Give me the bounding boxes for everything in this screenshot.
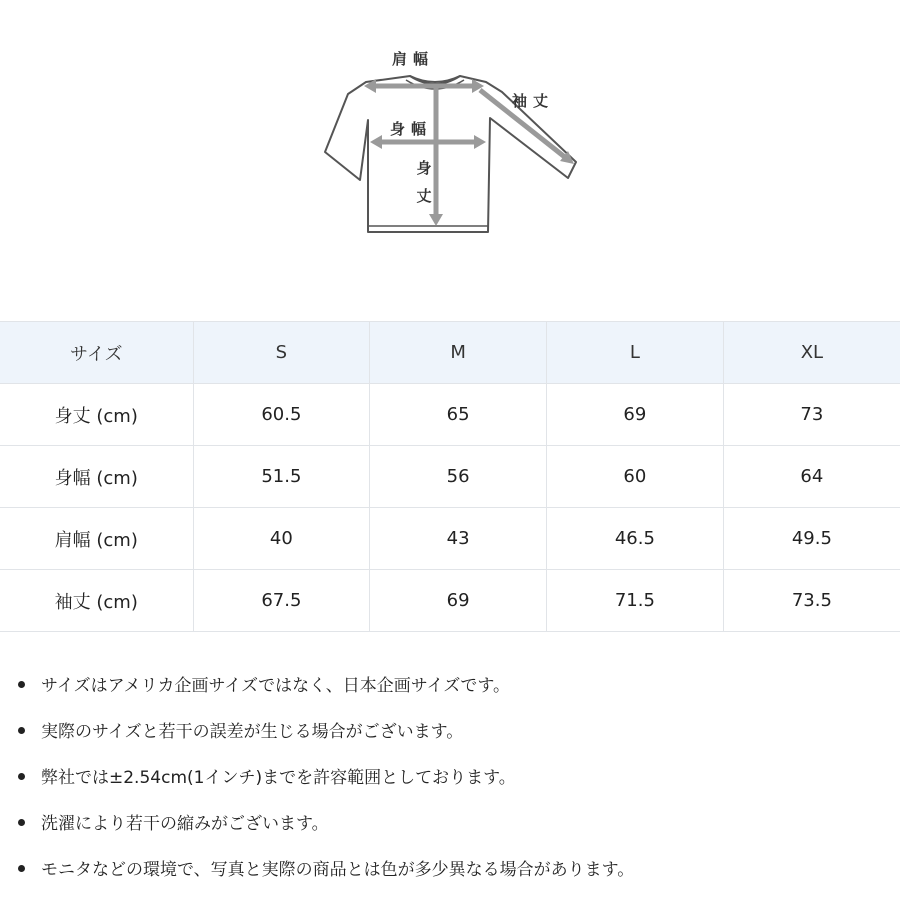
body-width-label: 身幅 xyxy=(390,120,433,138)
table-cell: 64 xyxy=(723,446,900,508)
size-table xyxy=(0,321,900,632)
header-s: S xyxy=(193,322,370,384)
header-m: M xyxy=(370,322,547,384)
note-text: モニタなどの環境で、写真と実際の商品とは色が多少異なる場合があります。 xyxy=(41,860,635,880)
notes-list xyxy=(18,663,634,893)
long-sleeve-shirt-icon xyxy=(320,40,590,240)
note-text: 洗濯により若干の縮みがございます。 xyxy=(41,814,329,834)
table-cell: 49.5 xyxy=(723,508,900,570)
note-text: 実際のサイズと若干の誤差が生じる場合がございます。 xyxy=(41,722,464,742)
table-cell: 73.5 xyxy=(723,570,900,632)
list-item xyxy=(18,847,634,893)
table-cell: 71.5 xyxy=(547,570,724,632)
list-item xyxy=(18,663,634,709)
table-cell: 56 xyxy=(370,446,547,508)
bullet-icon xyxy=(18,865,25,872)
measurement-diagram xyxy=(320,40,590,240)
header-l: L xyxy=(547,322,724,384)
table-cell: 46.5 xyxy=(547,508,724,570)
bullet-icon xyxy=(18,681,25,688)
body-length-label-top: 身 xyxy=(416,159,432,177)
table-cell: 43 xyxy=(370,508,547,570)
row-label: 身丈 (cm) xyxy=(0,384,193,446)
header-xl: XL xyxy=(723,322,900,384)
table-cell: 65 xyxy=(370,384,547,446)
bullet-icon xyxy=(18,773,25,780)
bullet-icon xyxy=(18,727,25,734)
table-cell: 67.5 xyxy=(193,570,370,632)
table-cell: 73 xyxy=(723,384,900,446)
list-item xyxy=(18,801,634,847)
row-label: 肩幅 (cm) xyxy=(0,508,193,570)
body-length-label-bottom: 丈 xyxy=(416,187,432,205)
table-row xyxy=(0,570,900,632)
table-cell: 51.5 xyxy=(193,446,370,508)
note-text: 弊社では±2.54cm(1インチ)までを許容範囲としております。 xyxy=(41,768,516,788)
table-cell: 60 xyxy=(547,446,724,508)
bullet-icon xyxy=(18,819,25,826)
header-size: サイズ xyxy=(0,322,193,384)
table-cell: 60.5 xyxy=(193,384,370,446)
table-header-row xyxy=(0,322,900,384)
shoulder-width-label: 肩幅 xyxy=(392,50,435,68)
table-row xyxy=(0,384,900,446)
note-text: サイズはアメリカ企画サイズではなく、日本企画サイズです。 xyxy=(41,676,511,696)
sleeve-length-label: 袖丈 xyxy=(512,92,555,110)
table-row xyxy=(0,446,900,508)
table-cell: 40 xyxy=(193,508,370,570)
table-cell: 69 xyxy=(370,570,547,632)
list-item xyxy=(18,709,634,755)
list-item xyxy=(18,755,634,801)
table-cell: 69 xyxy=(547,384,724,446)
table-row xyxy=(0,508,900,570)
row-label: 身幅 (cm) xyxy=(0,446,193,508)
row-label: 袖丈 (cm) xyxy=(0,570,193,632)
